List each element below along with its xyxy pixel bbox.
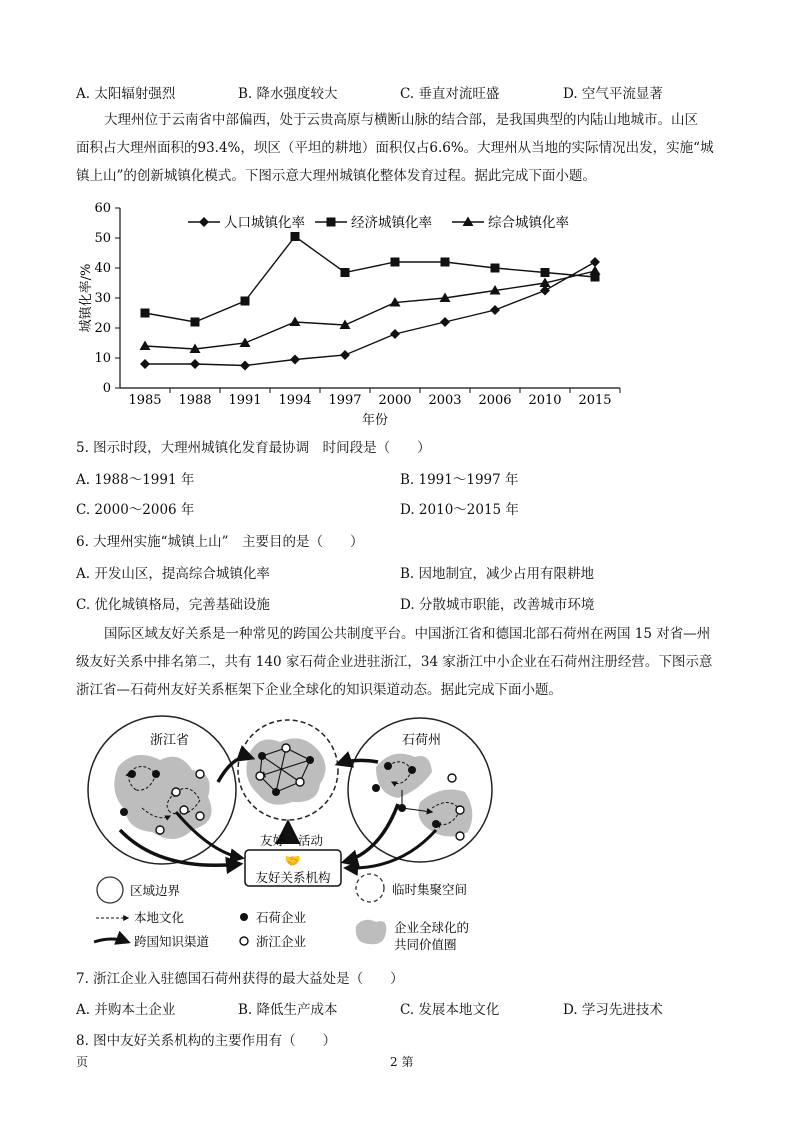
- chart-point-triangle: [590, 266, 601, 276]
- legend-value-circle-symbol: [356, 920, 387, 945]
- q4-option-a: A. 太阳辐射强烈: [76, 86, 176, 102]
- chart-point-square: [191, 318, 200, 327]
- shihe-firm-dot: [384, 762, 392, 770]
- chart-point-triangle: [140, 341, 151, 351]
- chart-series-line-triangle: [145, 271, 595, 349]
- region-zhejiang: [88, 716, 236, 864]
- chart-y-tick-label: 0: [102, 381, 111, 396]
- shihe-firm-dot: [432, 820, 440, 828]
- legend-temp-space-symbol: [356, 874, 384, 902]
- passage-zhejiang-line3: 浙江省—石荷州友好关系框架下企业全球化的知识渠道动态。据此完成下面小题。: [76, 682, 562, 698]
- q6-stem: 6. 大理州实施“城镇上山” 主要目的是（ ）: [76, 534, 364, 550]
- legend-boundary-symbol: [97, 877, 123, 903]
- chart-y-tick-label: 30: [94, 291, 111, 306]
- chart-point-diamond: [440, 317, 450, 327]
- chart-point-triangle: [290, 317, 301, 327]
- legend-temp-space-label: 临时集聚空间: [392, 882, 468, 897]
- chart-point-square: [141, 309, 150, 318]
- legend-zj-firm-symbol: [240, 937, 248, 945]
- friendly-org-label: 友好关系机构: [255, 870, 331, 885]
- shihe-firm-dot: [120, 808, 128, 816]
- urbanization-chart: [70, 198, 630, 430]
- chart-legend-label: 综合城镇化率: [488, 215, 569, 231]
- zhejiang-firm-dot: [196, 812, 204, 820]
- knowledge-channel-diagram-svg: [80, 712, 500, 962]
- passage-dali: [76, 106, 726, 190]
- q5-option-c: C. 2000～2006 年: [76, 502, 195, 518]
- zhejiang-firm-dot: [456, 806, 464, 814]
- chart-point-diamond: [240, 361, 250, 371]
- q7-option-c: C. 发展本地文化: [400, 1002, 500, 1018]
- q7-option-d: D. 学习先进技术: [563, 1002, 663, 1018]
- passage-dali-line3: 镇上山”的创新城镇化模式。下图示意大理州城镇化整体发育过程。据此完成下面小题。: [76, 168, 596, 184]
- urbanization-chart-svg: [70, 198, 630, 430]
- chart-point-diamond: [390, 329, 400, 339]
- chart-legend-marker-triangle: [463, 217, 474, 227]
- legend-local-culture-label: 本地文化: [134, 910, 185, 925]
- footer-page-number: 2 第: [390, 1055, 414, 1069]
- zhejiang-firm-dot: [180, 806, 188, 814]
- chart-y-tick-label: 40: [94, 261, 111, 276]
- channel-shihe-to-cluster: [338, 760, 378, 764]
- chart-point-square: [541, 268, 550, 277]
- shihe-firm-dot: [306, 756, 314, 764]
- footer-left: 页: [76, 1055, 89, 1069]
- shihe-firm-dot: [258, 752, 266, 760]
- q6-option-c: C. 优化城镇格局，完善基础设施: [76, 597, 270, 613]
- chart-y-axis-label: 城镇化率/%: [79, 263, 94, 333]
- q8-stem: 8. 图中友好关系机构的主要作用有（ ）: [76, 1033, 337, 1049]
- chart-y-tick-label: 50: [94, 231, 111, 246]
- zhejiang-firm-dot: [256, 772, 264, 780]
- chart-point-diamond: [190, 359, 200, 369]
- shihe-label: 石荷州: [402, 733, 442, 748]
- temporary-cluster-space: [238, 720, 338, 820]
- knowledge-channel-diagram: [80, 712, 500, 962]
- q4-option-b: B. 降水强度较大: [238, 86, 338, 102]
- passage-dali-line2: 面积占大理州面积的93.4%，坝区（平坦的耕地）面积仅占6.6%。大理州从当地的实际情况出发，实施“城: [76, 140, 714, 156]
- zhejiang-firm-dot: [196, 770, 204, 778]
- legend-channel-symbol: [94, 939, 128, 942]
- shihe-firm-dot: [372, 784, 380, 792]
- chart-x-axis-label: 年份: [361, 413, 389, 428]
- shihe-value-blob-2: [418, 790, 472, 837]
- chart-point-square: [441, 258, 450, 267]
- q4-option-d: D. 空气平流显著: [563, 86, 663, 102]
- legend-boundary-label: 区域边界: [130, 883, 181, 898]
- legend-zj-firm-label: 浙江企业: [256, 934, 307, 949]
- legend-value-circle-label-1: 企业全球化的: [394, 920, 470, 935]
- legend-shihe-firm-label: 石荷企业: [256, 910, 307, 925]
- chart-x-tick-label: 2000: [378, 393, 412, 408]
- chart-point-diamond: [290, 355, 300, 365]
- q5-option-a: A. 1988～1991 年: [76, 472, 195, 488]
- activity-label: 活动: [298, 833, 324, 848]
- chart-point-square: [491, 264, 500, 273]
- chart-point-diamond: [490, 305, 500, 315]
- legend-channel-label: 跨国知识渠道: [134, 934, 210, 949]
- q6-option-b: B. 因地制宜，减少占用有限耕地: [400, 566, 595, 582]
- q7-option-a: A. 并购本土企业: [76, 1002, 176, 1018]
- zhejiang-firm-dot: [296, 778, 304, 786]
- q5-option-d: D. 2010～2015 年: [400, 502, 519, 518]
- zhejiang-firm-dot: [448, 774, 456, 782]
- chart-x-tick-label: 2015: [578, 393, 612, 408]
- q7-stem: 7. 浙江企业入驻德国石荷州获得的最大益处是（ ）: [76, 971, 404, 987]
- shihe-firm-dot: [128, 770, 136, 778]
- q5-stem: 5. 图示时段，大理州城镇化发育最协调 时间段是（ ）: [76, 440, 431, 456]
- chart-legend-label: 人口城镇化率: [224, 215, 305, 231]
- q7-option-b: B. 降低生产成本: [238, 1002, 338, 1018]
- passage-zhejiang: [76, 620, 726, 704]
- legend-shihe-firm-symbol: [240, 913, 248, 921]
- zhejiang-firm-dot: [282, 744, 290, 752]
- zhejiang-firm-dot: [156, 826, 164, 834]
- handshake-icon: 🤝: [284, 854, 302, 869]
- chart-x-tick-label: 1994: [278, 393, 312, 408]
- chart-x-tick-label: 2010: [528, 393, 562, 408]
- q6-option-d: D. 分散城市职能，改善城市环境: [400, 597, 595, 613]
- chart-legend-marker-square: [327, 218, 336, 227]
- region-shihe: [348, 718, 492, 862]
- chart-legend-label: 经济城镇化率: [351, 215, 432, 231]
- chart-x-tick-label: 1985: [128, 393, 162, 408]
- chart-point-square: [291, 232, 300, 241]
- chart-point-square: [341, 268, 350, 277]
- friendly-label: 友好: [260, 833, 286, 848]
- q6-option-a: A. 开发山区，提高综合城镇化率: [76, 566, 270, 582]
- shihe-firm-dot: [408, 766, 416, 774]
- passage-dali-line1: 大理州位于云南省中部偏西，处于云贵高原与横断山脉的结合部，是我国典型的内陆山地城市。山区: [104, 112, 698, 128]
- chart-x-tick-label: 1988: [178, 393, 212, 408]
- chart-y-tick-label: 10: [94, 351, 111, 366]
- chart-series-line-square: [145, 237, 595, 323]
- chart-legend-marker-diamond: [199, 217, 209, 227]
- passage-zhejiang-line1: 国际区域友好关系是一种常见的跨国公共制度平台。中国浙江省和德国北部石荷州在两国 15 对省—州: [104, 626, 711, 642]
- legend-value-circle-label-2: 共同价值圈: [394, 937, 457, 952]
- chart-point-diamond: [340, 350, 350, 360]
- zhejiang-firm-dot: [456, 832, 464, 840]
- shihe-firm-dot: [272, 788, 280, 796]
- chart-y-tick-label: 20: [94, 321, 111, 336]
- passage-zhejiang-line2: 级友好关系中排名第二，共有 140 家石荷企业进驻浙江，34 家浙江中小企业在石荷州注册经营。下图示意: [76, 654, 713, 670]
- shihe-firm-dot: [152, 770, 160, 778]
- chart-point-square: [391, 258, 400, 267]
- q5-option-b: B. 1991～1997 年: [400, 472, 519, 488]
- chart-point-triangle: [240, 338, 251, 348]
- zhejiang-label: 浙江省: [150, 733, 190, 748]
- chart-point-diamond: [140, 359, 150, 369]
- chart-x-tick-label: 2003: [428, 393, 462, 408]
- chart-x-tick-label: 1997: [328, 393, 362, 408]
- chart-x-tick-label: 2006: [478, 393, 512, 408]
- zhejiang-firm-dot: [172, 788, 180, 796]
- chart-x-tick-label: 1991: [228, 393, 262, 408]
- shihe-value-blob-1: [376, 754, 432, 798]
- chart-point-square: [241, 297, 250, 306]
- chart-y-tick-label: 60: [94, 201, 111, 216]
- q4-option-c: C. 垂直对流旺盛: [400, 86, 500, 102]
